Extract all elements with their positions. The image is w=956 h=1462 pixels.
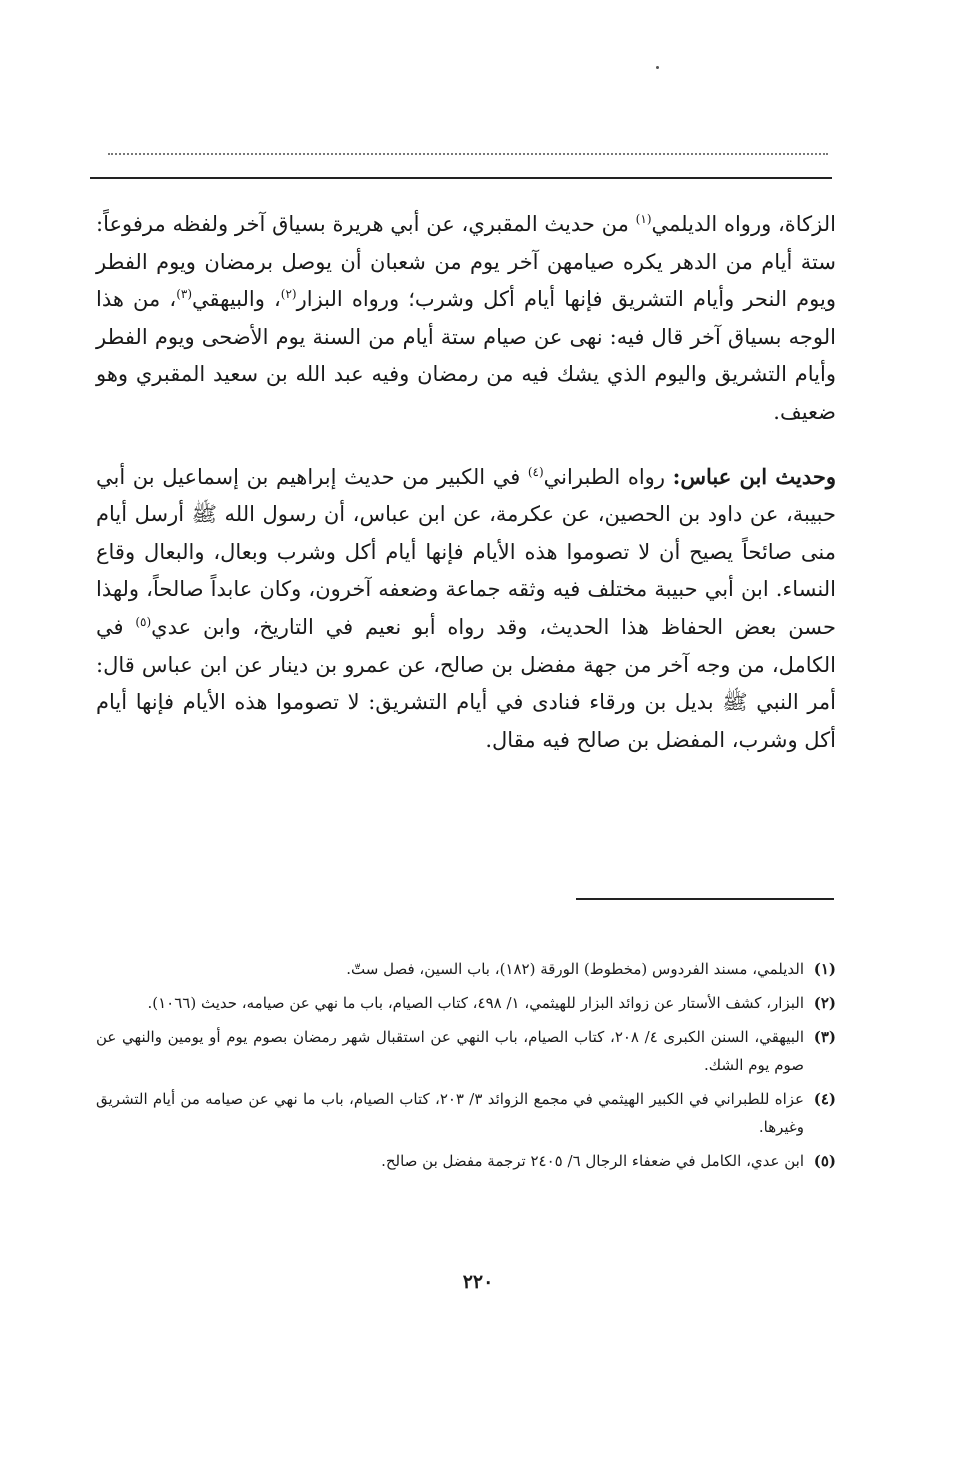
text-run: من حديث المقبري، عن أبي هريرة بسياق آخر ولفظه مرفوعاً: ستة أيام من الدهر يكره صيامهن آخر يوم من شعبان أن يوصل برمضان ويوم الفطر ويوم النحر وأيام التشريق فإنها أيام أكل وشرب؛ ورواه البزار	[96, 212, 836, 312]
paragraph-2	[96, 458, 836, 760]
footnote-ref-4[interactable]: (٤)	[527, 464, 544, 479]
section-heading: وحديث ابن عباس:	[672, 463, 836, 489]
footnote-5	[96, 1147, 836, 1175]
footnote-number: (٣)	[813, 1028, 836, 1046]
main-text	[96, 206, 836, 759]
paragraph-1	[96, 206, 836, 432]
text-run: رواه الطبراني	[543, 464, 673, 489]
footnote-number: (١)	[813, 960, 836, 978]
text-run: ، من هذا الوجه بسياق آخر قال فيه: نهى عن صيام ستة أيام من السنة يوم الأضحى ويوم الفطر وأيام التشريق واليوم الذي يشك فيه من رمضان وفيه عبد الله بن سعيد المقبري وهو ضعيف.	[96, 287, 836, 424]
header-dotted-rule	[108, 153, 828, 155]
footnote-text: عزاه للطبراني في الكبير الهيثمي في مجمع الزوائد ٣/ ٢٠٣، كتاب الصيام، باب ما نهي عن صيامه من أيام التشريق وغيرها.	[96, 1090, 804, 1136]
footnote-separator	[576, 898, 834, 900]
ink-speck	[656, 66, 659, 69]
footnote-text: الديلمي، مسند الفردوس (مخطوط) الورقة (١٨٢)، باب السين، فصل ستّ.	[346, 960, 804, 978]
footnote-ref-2[interactable]: (٢)	[280, 287, 297, 302]
footnote-number: (٥)	[813, 1152, 836, 1170]
footnote-ref-3[interactable]: (٣)	[176, 287, 193, 302]
page-number: ٢٢٠	[462, 1271, 494, 1293]
text-run: الزكاة، ورواه الديلمي	[651, 212, 836, 236]
text-run: في الكامل، من وجه آخر من جهة مفضل بن صالح، عن عمرو بن دينار عن ابن عباس قال: أمر النبي ﷺ بديل بن ورقاء فنادى في أيام التشريق: لا تصوموا هذه الأيام فإنها أيام أكل وشرب، المفضل بن صالح فيه مقال.	[96, 614, 836, 752]
footnote-ref-5[interactable]: (٥)	[135, 614, 152, 629]
text-run: ، والبيهقي	[192, 287, 281, 312]
footnote-text: البيهقي، السنن الكبرى ٤/ ٢٠٨، كتاب الصيام، باب النهي عن استقبال شهر رمضان بصوم يوم أو يومين والنهي عن صوم يوم الشك.	[96, 1028, 805, 1074]
footnotes	[96, 955, 836, 1181]
footnote-text: ابن عدي، الكامل في ضعفاء الرجال ٦/ ٢٤٠٥ ترجمة مفضل بن صالح.	[381, 1152, 804, 1170]
footnote-2	[96, 989, 836, 1017]
footnote-1	[96, 955, 836, 983]
text-run: في الكبير من حديث إبراهيم بن إسماعيل بن أبي حبيبة، عن داود بن الحصين، عن عكرمة، عن ابن عباس، أن رسول الله ﷺ أرسل أيام منى صائحاً يصيح أن لا تصوموا هذه الأيام فإنها أيام أكل وشرب وبعال، والبعال وقاع النساء. ابن أبي حبيبة مختلف فيه وثقه جماعة وضعفه آخرون، وكان عابداً صالحاً، ولهذا حسن بعض الحفاظ هذا الحديث، وقد رواه أبو نعيم في التاريخ، وابن عدي	[96, 464, 837, 639]
footnote-ref-1[interactable]: (١)	[635, 212, 652, 226]
footnote-text: البزار، كشف الأستار عن زوائد البزار للهيثمي، ١/ ٤٩٨، كتاب الصيام، باب ما نهي عن صيامه، حديث (١٠٦٦).	[147, 994, 804, 1012]
footnote-number: (٤)	[813, 1090, 836, 1108]
footnote-4	[96, 1085, 836, 1141]
header-solid-rule	[90, 177, 832, 179]
footnote-3	[96, 1023, 836, 1079]
footnote-number: (٢)	[813, 994, 836, 1012]
